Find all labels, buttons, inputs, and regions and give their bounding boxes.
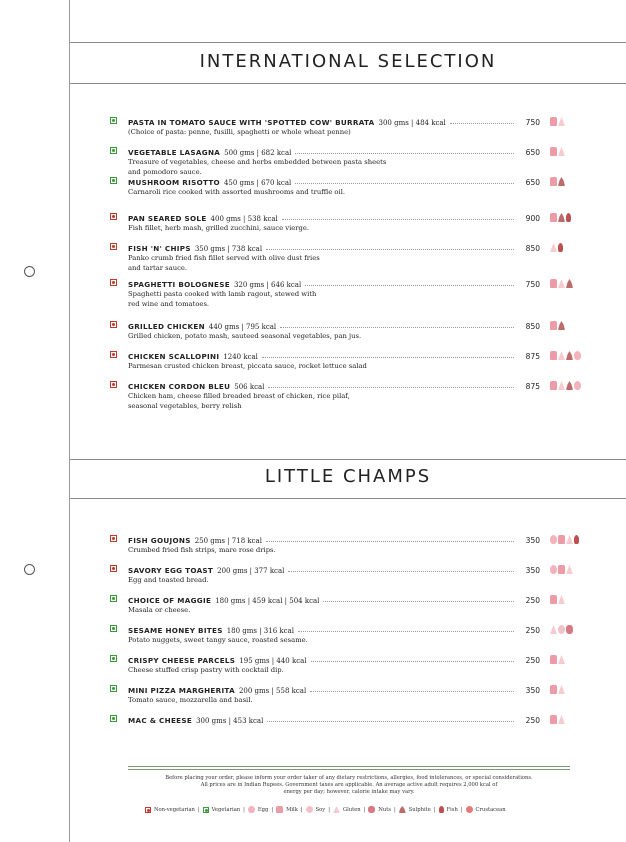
veg-icon xyxy=(110,625,117,632)
gluten-icon xyxy=(558,655,565,664)
gluten-icon xyxy=(558,715,565,724)
leader-dots xyxy=(268,387,514,388)
sulphite-icon xyxy=(566,381,573,390)
milk-icon xyxy=(558,565,565,574)
allergen-icons xyxy=(550,625,573,634)
menu-item xyxy=(110,563,570,585)
legend-label: Crustacean xyxy=(475,806,506,813)
milk-icon xyxy=(550,715,557,724)
item-name: MAC & CHEESE xyxy=(128,716,193,725)
gluten-icon xyxy=(558,147,565,156)
item-header xyxy=(128,241,540,253)
allergen-legend xyxy=(145,806,506,813)
menu-item xyxy=(110,211,570,233)
allergen-icons xyxy=(550,535,579,544)
divider xyxy=(70,459,626,460)
egg-icon xyxy=(550,565,557,574)
item-price: 250 xyxy=(525,716,540,725)
milk-icon xyxy=(276,806,283,813)
allergen-icons xyxy=(550,595,565,604)
footer-divider xyxy=(128,766,570,767)
item-price: 350 xyxy=(525,686,540,695)
legend-separator: | xyxy=(433,806,436,813)
item-header xyxy=(128,319,540,331)
menu-item xyxy=(110,175,570,197)
leader-dots xyxy=(282,219,514,220)
sulphite-icon xyxy=(558,177,565,186)
item-price: 650 xyxy=(525,178,540,187)
item-price: 750 xyxy=(525,118,540,127)
divider xyxy=(70,498,626,499)
item-header xyxy=(128,379,540,391)
allergen-icons xyxy=(550,213,571,222)
leader-dots xyxy=(295,153,514,154)
item-name: SESAME HONEY BITES xyxy=(128,626,223,635)
item-meta: 400 gms | 538 kcal xyxy=(210,215,278,223)
item-header xyxy=(128,175,540,187)
crustacean-icon xyxy=(466,806,473,813)
menu-item xyxy=(110,683,570,705)
punch-hole xyxy=(24,564,35,575)
item-description: Potato nuggets, sweet tangy sauce, roasted sesame. xyxy=(128,636,308,644)
item-price: 900 xyxy=(525,214,540,223)
item-name: FISH GOUJONS xyxy=(128,536,191,545)
item-name: GRILLED CHICKEN xyxy=(128,322,205,331)
leader-dots xyxy=(323,601,514,602)
sulphite-icon xyxy=(566,351,573,360)
milk-icon xyxy=(550,351,557,360)
item-description: seasonal vegetables, berry relish xyxy=(128,402,242,410)
item-meta: 500 gms | 682 kcal xyxy=(224,149,292,157)
allergen-icons xyxy=(550,685,565,694)
egg-icon xyxy=(550,535,557,544)
legend-label: Nuts xyxy=(378,806,391,813)
divider xyxy=(70,83,626,84)
veg-icon xyxy=(110,685,117,692)
egg-icon xyxy=(574,381,581,390)
soy-icon xyxy=(306,806,313,813)
item-name: CHOICE OF MAGGIE xyxy=(128,596,212,605)
allergen-icons xyxy=(550,715,565,724)
item-meta: 506 kcal xyxy=(234,383,265,391)
leader-dots xyxy=(266,249,514,250)
gluten-icon xyxy=(558,117,565,126)
item-price: 650 xyxy=(525,148,540,157)
item-name: MINI PIZZA MARGHERITA xyxy=(128,686,235,695)
allergen-icons xyxy=(550,117,565,126)
item-description: Tomato sauce, mozzarella and basil. xyxy=(128,696,253,704)
item-description: Fish fillet, herb mash, grilled zucchini, sauce vierge. xyxy=(128,224,310,232)
item-header xyxy=(128,563,540,575)
menu-item xyxy=(110,379,570,411)
gluten-icon xyxy=(333,806,340,813)
item-meta: 195 gms | 440 kcal xyxy=(239,657,307,665)
gluten-icon xyxy=(558,381,565,390)
item-price: 250 xyxy=(525,626,540,635)
nonveg-icon xyxy=(110,351,117,358)
item-meta: 180 gms | 459 kcal | 504 kcal xyxy=(215,597,320,605)
gluten-icon xyxy=(550,625,557,634)
item-description: Crumbed fried fish strips, mare rose drips. xyxy=(128,546,276,554)
legend-label: Gluten xyxy=(342,806,361,813)
veg-icon xyxy=(110,177,117,184)
section-title-little-champs: LITTLE CHAMPS xyxy=(264,466,432,487)
menu-item xyxy=(110,349,570,371)
legend-label: Milk xyxy=(286,806,298,813)
leader-dots xyxy=(305,285,514,286)
footer-note-line: Before placing your order, please inform your order taker of any dietary restrictions, allergies, food intolerances, or special considerations. xyxy=(165,775,533,781)
legend-separator: | xyxy=(197,806,200,813)
allergen-icons xyxy=(550,147,565,156)
item-description: Panko crumb fried fish fillet served with olive dust fries xyxy=(128,254,320,262)
legend-separator: | xyxy=(460,806,463,813)
sulphite-icon xyxy=(566,279,573,288)
menu-item xyxy=(110,115,570,137)
leader-dots xyxy=(311,661,514,662)
leader-dots xyxy=(288,571,514,572)
allergen-icons xyxy=(550,321,565,330)
milk-icon xyxy=(550,321,557,330)
nonveg-icon xyxy=(110,321,117,328)
nonveg-icon xyxy=(110,243,117,250)
item-meta: 1240 kcal xyxy=(223,353,258,361)
fish-icon xyxy=(558,243,563,252)
item-description: Cheese stuffed crisp pastry with cocktail dip. xyxy=(128,666,284,674)
allergen-icons xyxy=(550,655,565,664)
allergen-icons xyxy=(550,279,573,288)
milk-icon xyxy=(550,117,557,126)
item-header xyxy=(128,653,540,665)
item-name: PASTA IN TOMATO SAUCE WITH 'SPOTTED COW' BURRATA xyxy=(128,118,375,127)
item-name: CRISPY CHEESE PARCELS xyxy=(128,656,236,665)
item-header xyxy=(128,115,540,127)
allergen-icons xyxy=(550,243,563,252)
menu-item xyxy=(110,623,570,645)
item-description: and tartar sauce. xyxy=(128,264,188,272)
gluten-icon xyxy=(550,243,557,252)
menu-item xyxy=(110,533,570,555)
item-description: Grilled chicken, potato mash, sauteed seasonal vegetables, pan jus. xyxy=(128,332,362,340)
nonveg-icon xyxy=(110,279,117,286)
item-price: 850 xyxy=(525,244,540,253)
section-title-international: INTERNATIONAL SELECTION xyxy=(199,51,497,72)
milk-icon xyxy=(550,213,557,222)
divider xyxy=(70,42,626,43)
item-header xyxy=(128,533,540,545)
legend-separator: | xyxy=(271,806,274,813)
nonveg-icon xyxy=(110,381,117,388)
gluten-icon xyxy=(558,351,565,360)
gluten-icon xyxy=(558,685,565,694)
milk-icon xyxy=(550,147,557,156)
item-name: FISH 'N' CHIPS xyxy=(128,244,191,253)
item-header xyxy=(128,683,540,695)
milk-icon xyxy=(550,381,557,390)
item-meta: 200 gms | 558 kcal xyxy=(238,687,307,695)
item-header xyxy=(128,277,540,289)
allergen-icons xyxy=(550,351,581,360)
sulphite-icon xyxy=(399,806,406,813)
nonveg-icon xyxy=(110,213,117,220)
item-name: PAN SEARED SOLE xyxy=(128,214,207,223)
item-price: 250 xyxy=(525,596,540,605)
milk-icon xyxy=(550,279,557,288)
leader-dots xyxy=(266,541,514,542)
item-name: CHICKEN SCALLOPINI xyxy=(128,352,220,361)
nonveg-icon xyxy=(145,807,151,813)
item-name: MUSHROOM RISOTTO xyxy=(128,178,220,187)
item-price: 350 xyxy=(525,536,540,545)
item-description: Treasure of vegetables, cheese and herbs embedded between pasta sheets xyxy=(128,158,387,166)
item-description: Carnaroli rice cooked with assorted mushrooms and truffle oil. xyxy=(128,188,346,196)
milk-icon xyxy=(550,655,557,664)
item-price: 750 xyxy=(525,280,540,289)
item-header xyxy=(128,713,540,725)
sulphite-icon xyxy=(558,321,565,330)
legend-label: Vegetarian xyxy=(211,806,241,813)
item-meta: 200 gms | 377 kcal xyxy=(217,567,285,575)
sulphite-icon xyxy=(558,213,565,222)
legend-label: Fish xyxy=(446,806,458,813)
item-meta: 250 gms | 718 kcal xyxy=(194,537,262,545)
footer-divider xyxy=(128,769,570,770)
item-description: and pomodoro sauce. xyxy=(128,168,202,176)
item-description: Egg and toasted bread. xyxy=(128,576,209,584)
fish-icon xyxy=(439,806,444,813)
item-price: 875 xyxy=(525,352,540,361)
nuts-icon xyxy=(368,806,375,813)
menu-item xyxy=(110,653,570,675)
fish-icon xyxy=(566,213,571,222)
gluten-icon xyxy=(558,279,565,288)
item-header xyxy=(128,145,540,157)
item-meta: 350 gms | 738 kcal xyxy=(194,245,263,253)
menu-item xyxy=(110,319,570,341)
page-margin-line xyxy=(69,0,70,842)
legend-label: Non-vegetarian xyxy=(154,806,195,813)
menu-item xyxy=(110,277,570,309)
allergen-icons xyxy=(550,177,565,186)
item-description: Chicken ham, cheese filled breaded breast of chicken, rice pilaf, xyxy=(128,392,350,400)
item-name: VEGETABLE LASAGNA xyxy=(128,148,221,157)
item-header xyxy=(128,623,540,635)
leader-dots xyxy=(267,721,514,722)
legend-separator: | xyxy=(243,806,245,813)
item-meta: 320 gms | 646 kcal xyxy=(233,281,302,289)
item-description: red wine and tomatoes. xyxy=(128,300,210,308)
item-price: 850 xyxy=(525,322,540,331)
soy-icon xyxy=(558,625,565,634)
item-meta: 440 gms | 795 kcal xyxy=(208,323,277,331)
item-description: Spaghetti pasta cooked with lamb ragout, stewed with xyxy=(128,290,317,298)
nonveg-icon xyxy=(110,565,117,572)
legend-separator: | xyxy=(328,806,330,813)
veg-icon xyxy=(110,595,117,602)
legend-label: Egg xyxy=(257,806,269,813)
leader-dots xyxy=(295,183,514,184)
legend-separator: | xyxy=(300,806,303,813)
leader-dots xyxy=(310,691,514,692)
gluten-icon xyxy=(558,595,565,604)
veg-icon xyxy=(203,807,209,813)
item-description: (Choice of pasta: penne, fusilli, spaghetti or whole wheat penne) xyxy=(128,128,351,136)
leader-dots xyxy=(450,123,514,124)
veg-icon xyxy=(110,117,117,124)
leader-dots xyxy=(262,357,514,358)
legend-separator: | xyxy=(363,806,366,813)
egg-icon xyxy=(248,806,255,813)
fish-icon xyxy=(574,535,579,544)
footer-note-line: All prices are in Indian Rupees. Government taxes are applicable. An average active adult requires 2,000 kcal of xyxy=(200,782,498,788)
gluten-icon xyxy=(566,535,573,544)
milk-icon xyxy=(550,595,557,604)
punch-hole xyxy=(24,266,35,277)
item-header xyxy=(128,211,540,223)
leader-dots xyxy=(280,327,514,328)
item-header xyxy=(128,593,540,605)
item-price: 250 xyxy=(525,656,540,665)
item-meta: 450 gms | 670 kcal xyxy=(223,179,292,187)
allergen-icons xyxy=(550,565,573,574)
menu-item xyxy=(110,713,570,725)
menu-item xyxy=(110,241,570,273)
menu-item xyxy=(110,593,570,615)
item-description: Parmesan crusted chicken breast, piccata sauce, rocket lettuce salad xyxy=(128,362,367,370)
item-price: 350 xyxy=(525,566,540,575)
footer-note xyxy=(128,775,570,796)
egg-icon xyxy=(574,351,581,360)
item-meta: 180 gms | 316 kcal xyxy=(226,627,294,635)
veg-icon xyxy=(110,147,117,154)
item-meta: 300 gms | 453 kcal xyxy=(196,717,264,725)
milk-icon xyxy=(558,535,565,544)
item-meta: 300 gms | 484 kcal xyxy=(378,119,446,127)
veg-icon xyxy=(110,715,117,722)
legend-separator: | xyxy=(394,806,396,813)
nonveg-icon xyxy=(110,535,117,542)
legend-label: Sulphite xyxy=(408,806,431,813)
nuts-icon xyxy=(566,625,573,634)
item-header xyxy=(128,349,540,361)
allergen-icons xyxy=(550,381,581,390)
item-name: SAVORY EGG TOAST xyxy=(128,566,214,575)
milk-icon xyxy=(550,177,557,186)
leader-dots xyxy=(298,631,514,632)
gluten-icon xyxy=(566,565,573,574)
footer-note-line: energy per day; however, calorie intake may vary. xyxy=(283,789,415,795)
veg-icon xyxy=(110,655,117,662)
item-description: Masala or cheese. xyxy=(128,606,191,614)
menu-item xyxy=(110,145,570,177)
item-price: 875 xyxy=(525,382,540,391)
item-name: CHICKEN CORDON BLEU xyxy=(128,382,231,391)
legend-label: Soy xyxy=(315,806,326,813)
item-name: SPAGHETTI BOLOGNESE xyxy=(128,280,230,289)
milk-icon xyxy=(550,685,557,694)
